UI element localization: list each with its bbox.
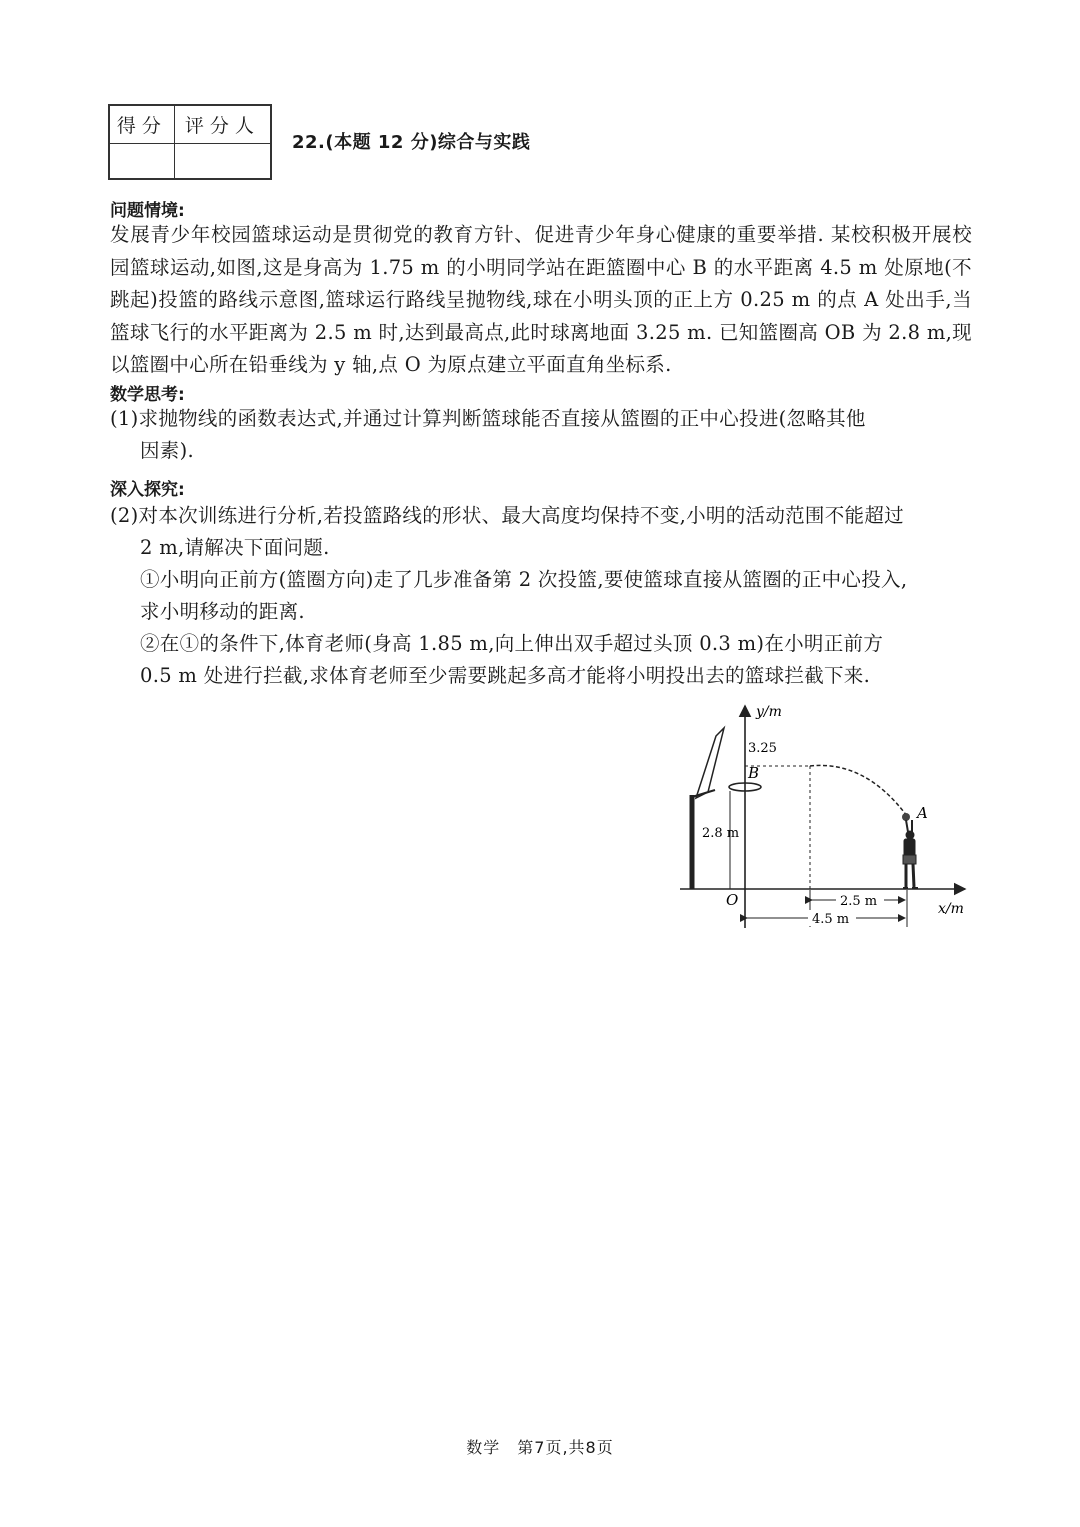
sub1-line2: 求小明移动的距离. [140,600,305,623]
score-header: 得分 [109,105,174,144]
part1-question [110,403,972,467]
y-axis-label: y/m [756,704,782,720]
point-b-label: B [748,764,760,782]
part2-line1: (2)对本次训练进行分析,若投篮路线的形状、最大高度均保持不变,小明的活动范围不能超过 [110,504,904,527]
sub1-line1: ①小明向正前方(篮圈方向)走了几步准备第 2 次投篮,要使篮球直接从篮圈的正中心投入, [140,568,908,591]
hoop-height-label: 2.8 m [702,826,740,841]
ball-trajectory [810,765,907,816]
score-table [108,104,272,180]
origin-label: O [726,891,739,909]
section-heading-context: 问题情境: [110,201,185,221]
score-cell[interactable] [109,144,174,180]
context-paragraph: 发展青少年校园篮球运动是贯彻党的教育方针、促进青少年身心健康的重要举措. 某校积极开展校园篮球运动,如图,这是身高为 1.75 m 的小明同学站在距篮圈中心 B 的水平距离 4.5 m 处原地(不跳起)投篮的路线示意图,篮球运行路线呈抛物线,球在小明头顶的正上方 0.25 m 的点 A 处出手,当篮球飞行的水平距离为 2.5 m 时,达到最高点,此时球离地面 3.25 m. 已知篮圈高 OB 为 2.8 m,现以篮圈中心所在铅垂线为 y 轴,点 O 为原点建立平面直角坐标系. [110,223,972,376]
part2-question [110,500,972,692]
section-heading-explore: 深入探究: [110,480,185,500]
ball [902,813,910,821]
backboard [696,728,724,798]
x-axis-label: x/m [938,901,964,917]
part1-line1: (1)求抛物线的函数表达式,并通过计算判断篮球能否直接从篮圈的正中心投进(忽略其他 [110,407,866,430]
page-footer: 数学 第7页,共8页 [466,1438,614,1457]
dist-total-label: 4.5 m [812,912,850,927]
sub2-line1: ②在①的条件下,体育老师(身高 1.85 m,向上伸出双手超过头顶 0.3 m)在小明正前方 [140,632,884,655]
part1-line2: 因素). [140,439,195,462]
part2-line2: 2 m,请解决下面问题. [140,536,330,559]
point-a-label: A [917,804,928,822]
basketball-diagram [660,700,980,940]
grader-cell[interactable] [174,144,271,180]
section-heading-thinking: 数学思考: [110,385,185,405]
max-height-label: 3.25 [748,741,777,756]
sub2-line2: 0.5 m 处进行拦截,求体育老师至少需要跳起多高才能将小明投出去的篮球拦截下来. [140,664,871,687]
question-title: 22.(本题 12 分)综合与实践 [292,132,531,153]
grader-header: 评分人 [174,105,271,144]
player-figure [903,820,918,888]
dist-peak-label: 2.5 m [840,894,878,909]
